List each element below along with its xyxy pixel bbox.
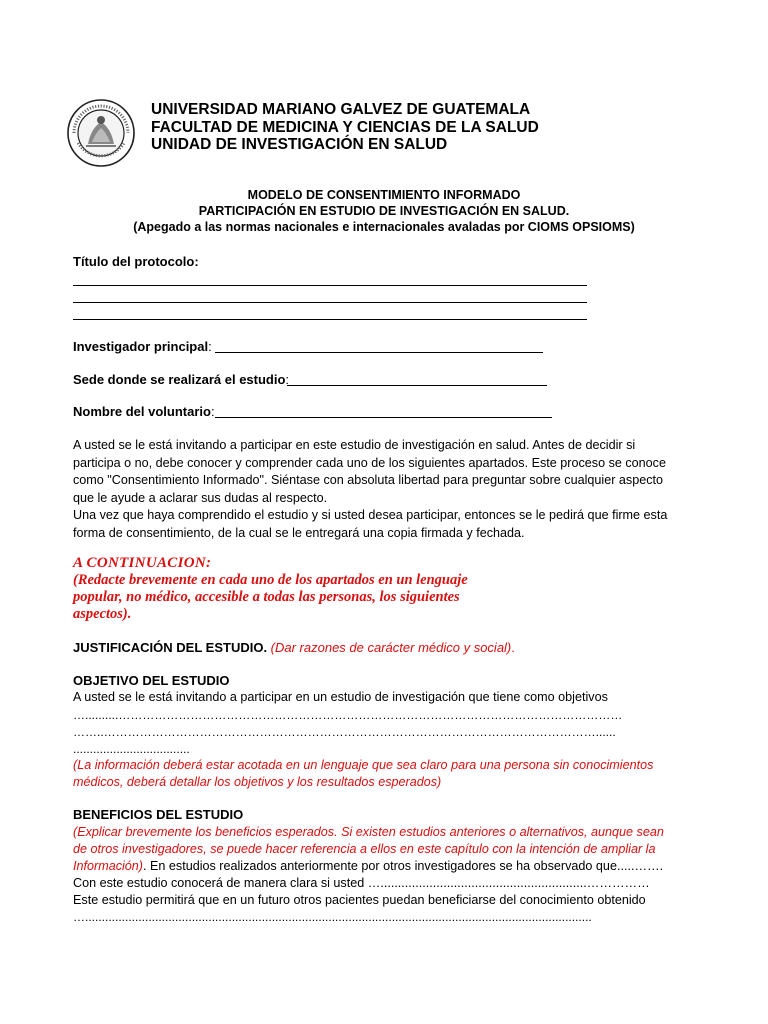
protocol-title-label: Título del protocolo: xyxy=(73,254,199,269)
objective-heading: OBJETIVO DEL ESTUDIO xyxy=(73,673,230,688)
site-label: Sede donde se realizará el estudio: xyxy=(73,372,290,387)
principal-investigator-label: Investigador principal: xyxy=(73,339,212,354)
intro-line: forma de consentimiento, de la cual se le entregará una copia firmada y fechada. xyxy=(73,525,525,540)
objective-fill-line-2[interactable]: ……..……………………………………………………………………………………………………………...... xyxy=(73,725,616,739)
objective-fill-line-1[interactable]: …..........……………………………………………………………………………………………………………… xyxy=(73,708,623,722)
protocol-title-line-2[interactable] xyxy=(73,302,587,303)
objective-note-line: (La información deberá estar acotada en un lenguaje que sea claro para una persona sin conocimientos xyxy=(73,758,654,772)
benefits-note-line: (Explicar brevemente los beneficios esperados. Si existen estudios anteriores o alternativos, aunque sean xyxy=(73,825,664,839)
objective-text: A usted se le está invitando a participar en un estudio de investigación que tiene como objetivos xyxy=(73,690,608,704)
university-name: UNIVERSIDAD MARIANO GALVEZ DE GUATEMALA xyxy=(151,101,531,118)
justification-note: (Dar razones de carácter médico y social) xyxy=(270,640,512,655)
document-title xyxy=(0,187,768,235)
continuation-line: (Redacte brevemente en cada uno de los apartados en un lenguaje xyxy=(73,572,468,588)
volunteer-name-field[interactable] xyxy=(215,417,552,418)
volunteer-name-label: Nombre del voluntario: xyxy=(73,404,215,419)
university-seal-icon xyxy=(66,98,136,168)
institution-header xyxy=(151,101,539,154)
justification-section: JUSTIFICACIÓN DEL ESTUDIO. (Dar razones de carácter médico y social). xyxy=(73,640,515,655)
unit-name: UNIDAD DE INVESTIGACIÓN EN SALUD xyxy=(151,136,448,153)
protocol-title-line-1[interactable] xyxy=(73,285,587,286)
title-line-2: PARTICIPACIÓN EN ESTUDIO DE INVESTIGACIÓN EN SALUD. xyxy=(198,204,570,218)
benefits-fill-line[interactable]: …........................................................................................................................................................ xyxy=(73,910,592,924)
objective-note xyxy=(73,757,653,791)
intro-line: participa o no, debe conocer y comprender cada uno de los siguientes apartados. Este proceso se conoce xyxy=(73,455,666,470)
continuation-line: aspectos). xyxy=(73,606,132,622)
benefits-allow-line: Este estudio permitirá que en un futuro otros pacientes puedan beneficiarse del conocimiento obtenido xyxy=(73,893,646,907)
title-line-1: MODELO DE CONSENTIMIENTO INFORMADO xyxy=(247,188,521,202)
benefits-previous-studies: Información). En estudios realizados anteriormente por otros investigadores se ha observado que.....……. xyxy=(73,859,664,873)
intro-line: A usted se le está invitando a participar en este estudio de investigación en salud. Antes de decidir si xyxy=(73,438,636,452)
title-line-3: (Apegado a las normas nacionales e internacionales avaladas por CIOMS OPSIOMS) xyxy=(133,220,635,234)
benefits-note-line: de otros investigadores, se puede hacer referencia a ellos en este capítulo con la intención de ampliar la xyxy=(73,842,656,856)
benefits-note xyxy=(73,824,664,858)
justification-heading: JUSTIFICACIÓN DEL ESTUDIO. xyxy=(73,640,271,655)
benefits-note-end: Información) xyxy=(73,859,143,873)
continuation-heading: A CONTINUACION: xyxy=(73,555,212,571)
objective-note-line: médicos, deberá detallar los objetivos y los resultados esperados) xyxy=(73,775,442,789)
intro-paragraph xyxy=(73,437,683,542)
benefits-know-line: Con este estudio conocerá de manera clara si usted …...........................................................…………… xyxy=(73,876,650,890)
intro-line: que le ayude a aclarar sus dudas al respecto. xyxy=(73,490,328,505)
principal-investigator-field[interactable] xyxy=(215,352,543,353)
intro-line: como "Consentimiento Informado". Siéntase con absoluta libertad para preguntar sobre cualquier aspecto xyxy=(73,473,663,487)
site-field[interactable] xyxy=(287,385,547,386)
benefits-heading: BENEFICIOS DEL ESTUDIO xyxy=(73,807,244,822)
faculty-name: FACULTAD DE MEDICINA Y CIENCIAS DE LA SALUD xyxy=(151,118,539,136)
objective-fill-line-3[interactable]: ................................... xyxy=(73,742,190,756)
continuation-line: popular, no médico, accesible a todas las personas, los siguientes xyxy=(73,589,460,605)
continuation-instructions xyxy=(73,555,468,623)
intro-line: Una vez que haya comprendido el estudio y si usted desea participar, entonces se le pedirá que firme esta xyxy=(73,508,668,522)
protocol-title-line-3[interactable] xyxy=(73,319,587,320)
